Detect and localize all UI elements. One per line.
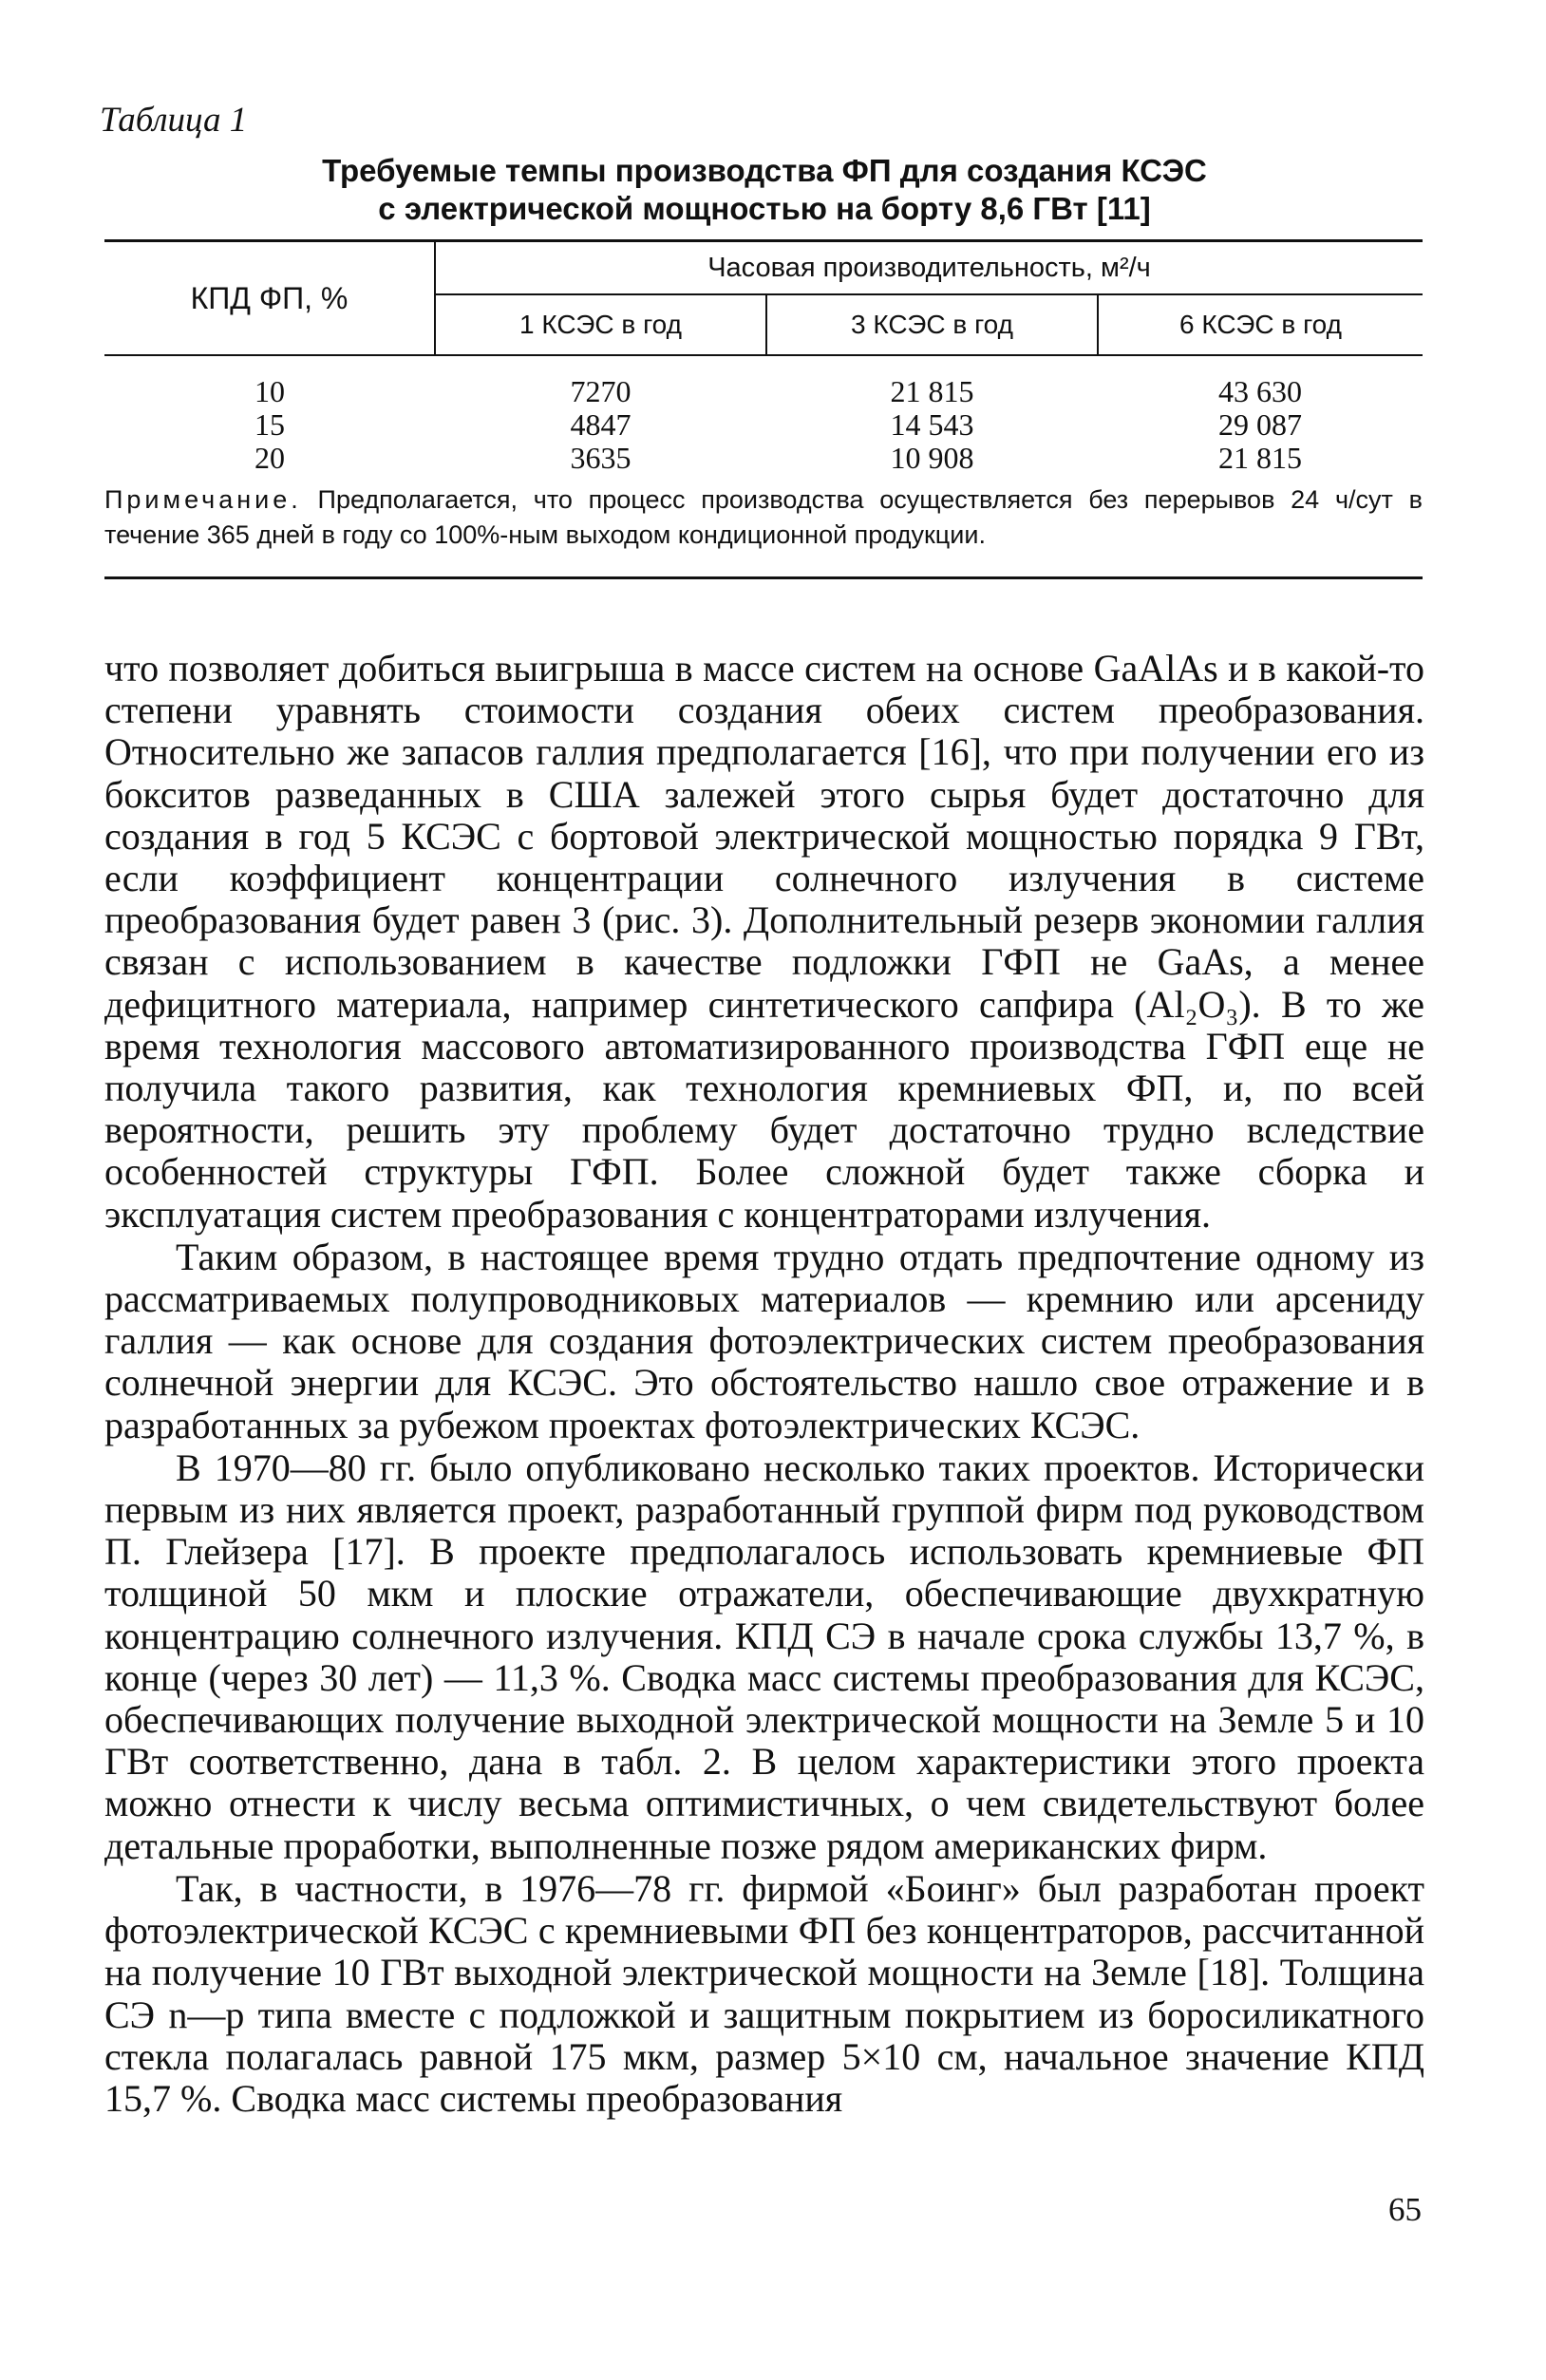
cell-value: 21 815: [890, 374, 974, 408]
table-title-line-2: с электрической мощностью на борту 8,6 ГВт [11]: [378, 191, 1151, 226]
table-title-line-1: Требуемые темпы производства ФП для создания КСЭС: [322, 153, 1207, 188]
table-label: Таблица 1: [100, 101, 248, 140]
cell-value: 21 815: [1218, 441, 1302, 475]
note-text: Предполагается, что процесс производства осуществляется без перерывов 24 ч/сут в течение 365 дней в году со 100%-ным выходом кондиционной продукции.: [104, 485, 1423, 549]
production-rate-table: [104, 239, 1423, 484]
cell-value: 4847: [570, 407, 632, 442]
page-number: 65: [1388, 2191, 1422, 2228]
cell-value: 7270: [570, 374, 632, 408]
table-row: [104, 408, 1423, 442]
paragraph: Так, в частности, в 1976—78 гг. фирмой «Боинг» был разработан проект фотоэлектрической КСЭС с кремниевыми ФП без концентраторов, рассчитанной на получение 10 ГВт выходной электрической мощности на Земле [18]. Толщина СЭ n—p типа вместе с подложкой и защитным покрытием из боросиликатного стекла полагалась равной 175 мкм, размер 5×10 см, начальное значение КПД 15,7 %. Сводка масс системы преобразования: [104, 1866, 1424, 2120]
cell-value: 3635: [570, 441, 632, 475]
body-text: [104, 648, 1424, 2120]
paragraph: что позволяет добиться выигрыша в массе систем на основе GaAlAs и в какой-то степени уравнять стоимости создания обеих систем преобразования. Относительно же запасов галлия предполагается [16], что при получении его из бокситов разведанных в США залежей этого сырья будет достаточно для создания в год 5 КСЭС с бортовой электрической мощностью порядка 9 ГВт, если коэффициент концентрации солнечного излучения в системе преобразования будет равен 3 (рис. 3). Дополнительный резерв экономии галлия связан с использованием в качестве подложки ГФП не GaAs, а менее дефицитного материала, например синтетического сапфира (Al₂O₃). В то же время технология массового автоматизированного производства ГФП еще не получила такого развития, как технология кремниевых ФП, и, по всей вероятности, решить эту проблему будет достаточно трудно вследствие особенностей структуры ГФП. Более сложной будет также сборка и эксплуатация систем преобразования с концентраторами излучения.: [104, 647, 1424, 1236]
table-row: [104, 355, 1423, 408]
cell-value: 14 543: [890, 407, 974, 442]
divider: [104, 576, 1423, 579]
header-hourly-output: Часовая производительность, м²/ч: [435, 241, 1423, 295]
header-6-kses: 6 КСЭС в год: [1098, 294, 1423, 355]
cell-value: 29 087: [1218, 407, 1302, 442]
header-3-kses: 3 КСЭС в год: [766, 294, 1098, 355]
note-label: Примечание.: [104, 485, 302, 514]
paragraph: Таким образом, в настоящее время трудно отдать предпочтение одному из рассматриваемых полупроводниковых материалов — кремнию или арсениду галлия — как основе для создания фотоэлектрических систем преобразования солнечной энергии для КСЭС. Это обстоятельство нашло свое отражение и в разработанных за рубежом проектах фотоэлектрических КСЭС.: [104, 1235, 1424, 1446]
header-kpd: КПД ФП, %: [104, 241, 435, 356]
header-1-kses: 1 КСЭС в год: [435, 294, 766, 355]
paragraph: В 1970—80 гг. было опубликовано несколько таких проектов. Исторически первым из них является проект, разработанный группой фирм под руководством П. Глейзера [17]. В проекте предполагалось использовать кремниевые ФП толщиной 50 мкм и плоские отражатели, обеспечивающие двухкратную концентрацию солнечного излучения. КПД СЭ в начале срока службы 13,7 %, в конце (через 30 лет) — 11,3 %. Сводка масс системы преобразования для КСЭС, обеспечивающих получение выходной электрической мощности на Земле 5 и 10 ГВт соответственно, дана в табл. 2. В целом характеристики этого проекта можно отнести к числу весьма оптимистичных, о чем свидетельствуют более детальные проработки, выполненные позже рядом американских фирм.: [104, 1445, 1424, 1867]
cell-value: 10 908: [890, 441, 974, 475]
table-title: [104, 152, 1424, 228]
table-note: [104, 482, 1423, 553]
cell-kpd: 10: [255, 374, 285, 408]
cell-kpd: 20: [255, 441, 285, 475]
table-row: [104, 442, 1423, 484]
cell-kpd: 15: [255, 407, 285, 442]
cell-value: 43 630: [1218, 374, 1302, 408]
